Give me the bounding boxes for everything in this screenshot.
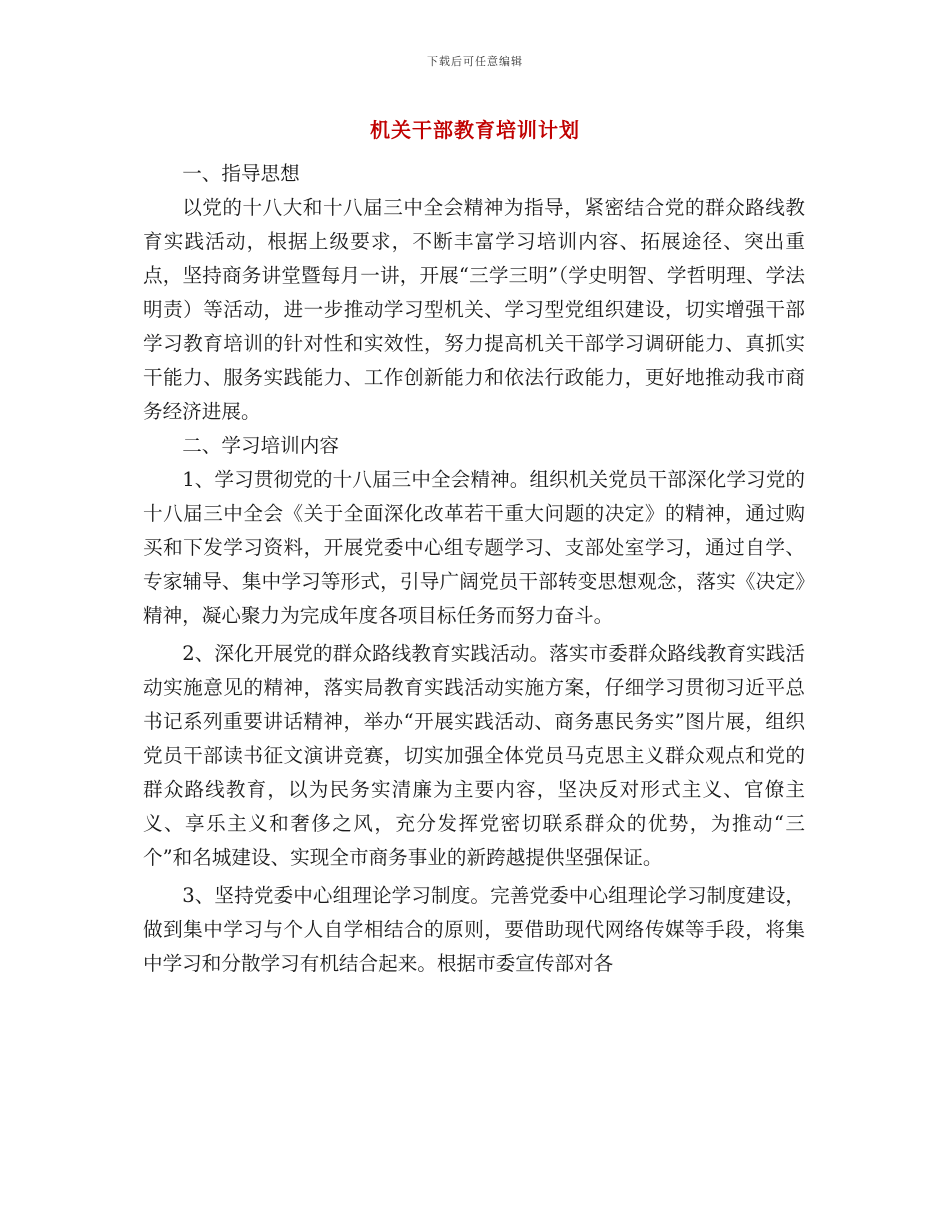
paragraph: 以党的十八大和十八届三中全会精神为指导，紧密结合党的群众路线教育实践活动，根据上级要求，不断丰富学习培训内容、拓展途径、突出重点，坚持商务讲堂暨每月一讲，开展“三学三明”（学史明智、学哲明理、学法明责）等活动，进一步推动学习型机关、学习型党组织建设，切实增强干部学习教育培训的针对性和实效性，努力提高机关干部学习调研能力、真抓实干能力、服务实践能力、工作创新能力和依法行政能力，更好地推动我市商务经济进展。 xyxy=(143,196,805,423)
section-heading: 二、学习培训内容 xyxy=(182,434,339,457)
paragraph: 1、学习贯彻党的十八届三中全会精神。组织机关党员干部深化学习党的十八届三中全会《关于全面深化改革若干重大问题的决定》的精神，通过购买和下发学习资料，开展党委中心组专题学习、支部处室学习，通过自学、专家辅导、集中学习等形式，引导广阔党员干部转变思想观念，落实《决定》精神，凝心聚力为完成年度各项目标任务而努力奋斗。 xyxy=(143,468,805,627)
document-title: 机关干部教育培训计划 xyxy=(370,118,580,142)
section-heading: 一、指导思想 xyxy=(182,162,300,185)
paragraph: 2、深化开展党的群众路线教育实践活动。落实市委群众路线教育实践活动实施意见的精神，落实局教育实践活动实施方案，仔细学习贯彻习近平总书记系列重要讲话精神，举办“开展实践活动、商务惠民务实”图片展，组织党员干部读书征文演讲竞赛，切实加强全体党员马克思主义群众观点和党的群众路线教育，以为民务实清廉为主要内容，坚决反对形式主义、官僚主义、享乐主义和奢侈之风，充分发挥党密切联系群众的优势，为推动“三个”和名城建设、实现全市商务事业的新跨越提供坚强保证。 xyxy=(143,642,805,869)
header-note: 下载后可任意编辑 xyxy=(427,55,523,68)
paragraph: 3、坚持党委中心组理论学习制度。完善党委中心组理论学习制度建设，做到集中学习与个人自学相结合的原则，要借助现代网络传媒等手段，将集中学习和分散学习有机结合起来。根据市委宣传部对各 xyxy=(143,884,805,975)
document-body xyxy=(143,157,805,981)
